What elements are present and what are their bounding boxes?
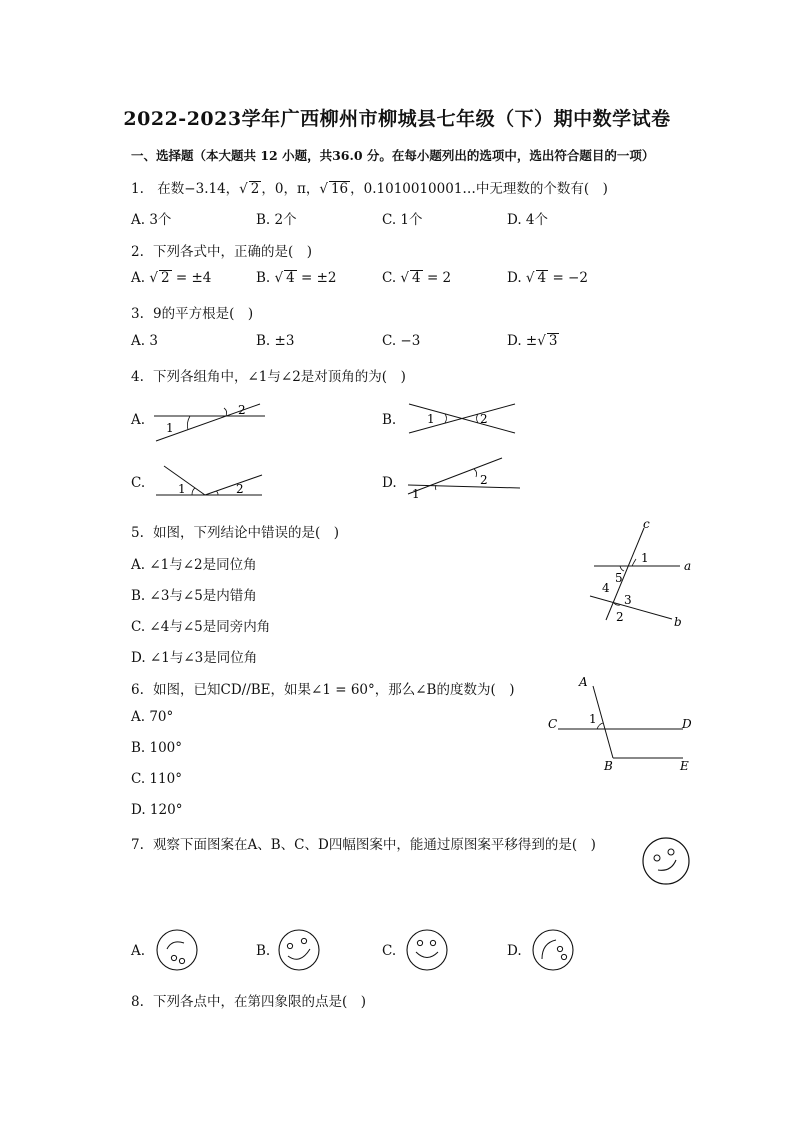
question-number: 1. (131, 181, 144, 197)
option-d[interactable]: D. (507, 943, 522, 959)
svg-text:E: E (680, 759, 689, 773)
option-c[interactable]: C. ∠4与∠5是同旁内角 (131, 619, 271, 635)
question-4-stem: 4. 下列各组角中，∠1与∠2是对顶角的为( ) (131, 369, 406, 385)
smiley-option-d (530, 927, 576, 973)
option-b[interactable]: B. 2个 (256, 212, 297, 228)
svg-text:D: D (682, 717, 692, 731)
svg-text:2: 2 (480, 473, 488, 487)
svg-text:1: 1 (427, 412, 435, 426)
option-a[interactable]: A. 70° (131, 709, 174, 725)
question-1-stem: 1. 在数−3.14，√ 2 ，0，π，√ 16 ，0.1010010001…中无理数的个数有( ) (131, 181, 608, 197)
question-number: 8. (131, 994, 144, 1010)
question-5-stem: 5. 如图，下列结论中错误的是( ) (131, 525, 340, 541)
svg-text:2: 2 (238, 403, 246, 417)
option-c[interactable]: C. 1个 (382, 212, 423, 228)
q4-figure-a (150, 398, 270, 446)
svg-text:b: b (674, 615, 682, 629)
option-a[interactable]: A. 3 (131, 333, 158, 349)
option-d[interactable]: D. 120° (131, 802, 183, 818)
option-c[interactable]: C. 110° (131, 771, 182, 787)
smiley-option-b (276, 927, 322, 973)
section-heading: 一、选择题（本大题共 12 小题，共36.0 分。在每小题列出的选项中，选出符合题目的一项） (131, 148, 655, 163)
svg-text:c: c (643, 517, 650, 531)
option-b[interactable]: B. (256, 943, 271, 959)
option-a[interactable]: A. 3个 (131, 212, 172, 228)
option-b[interactable]: B. (382, 412, 397, 428)
option-c[interactable]: C. (382, 943, 397, 959)
question-number: 7. (131, 837, 144, 853)
svg-text:3: 3 (624, 593, 632, 607)
svg-text:a: a (684, 559, 692, 573)
question-8-stem: 8. 下列各点中，在第四象限的点是( ) (131, 994, 367, 1010)
svg-text:1: 1 (178, 482, 186, 496)
option-d[interactable]: D. 4个 (507, 212, 549, 228)
option-c[interactable]: C. √ 4 = 2 (382, 270, 452, 286)
question-6-stem: 6. 如图，已知CD//BE，如果∠1 = 60°，那么∠B的度数为( ) (131, 682, 515, 698)
question-2-stem: 2. 下列各式中，正确的是( ) (131, 244, 313, 260)
smiley-original (640, 835, 692, 887)
question-number: 5. (131, 525, 144, 541)
question-3-stem: 3. 9的平方根是( ) (131, 306, 254, 322)
option-d[interactable]: D. ∠1与∠3是同位角 (131, 650, 258, 666)
question-7-stem: 7. 观察下面图案在A、B、C、D四幅图案中，能通过原图案平移得到的是( ) (131, 837, 596, 853)
svg-text:1: 1 (589, 712, 597, 726)
smiley-option-a (154, 927, 200, 973)
svg-text:1: 1 (166, 421, 174, 435)
q6-figure (543, 674, 703, 778)
svg-text:1: 1 (641, 551, 649, 565)
svg-text:B: B (604, 759, 613, 773)
svg-text:2: 2 (480, 412, 488, 426)
q5-figure (580, 516, 700, 632)
option-b[interactable]: B. ±3 (256, 333, 295, 349)
option-b[interactable]: B. √ 4 = ±2 (256, 270, 337, 286)
q4-figure-b (405, 400, 520, 436)
option-c[interactable]: C. (131, 475, 146, 491)
page-title: 2022-2023学年广西柳州市柳城县七年级（下）期中数学试卷 (123, 108, 671, 130)
option-a[interactable]: A. (131, 412, 146, 428)
option-a[interactable]: A. ∠1与∠2是同位角 (131, 557, 257, 573)
option-d[interactable]: D. ±√ 3 (507, 333, 558, 349)
question-number: 2. (131, 244, 144, 260)
svg-text:2: 2 (236, 482, 244, 496)
option-b[interactable]: B. ∠3与∠5是内错角 (131, 588, 257, 604)
svg-text:1: 1 (412, 487, 420, 501)
q4-figure-c (150, 462, 270, 502)
smiley-option-c (404, 927, 450, 973)
question-number: 6. (131, 682, 144, 698)
option-d[interactable]: D. (382, 475, 397, 491)
svg-text:5: 5 (615, 571, 623, 585)
svg-text:C: C (548, 717, 558, 731)
svg-text:4: 4 (602, 581, 610, 595)
q4-figure-d (402, 454, 524, 502)
svg-text:A: A (579, 675, 588, 689)
question-number: 4. (131, 369, 144, 385)
option-a[interactable]: A. √ 2 = ±4 (131, 270, 212, 286)
option-d[interactable]: D. √ 4 = −2 (507, 270, 588, 286)
question-number: 3. (131, 306, 144, 322)
svg-text:2: 2 (616, 610, 624, 624)
option-b[interactable]: B. 100° (131, 740, 183, 756)
option-c[interactable]: C. −3 (382, 333, 421, 349)
option-a[interactable]: A. (131, 943, 146, 959)
